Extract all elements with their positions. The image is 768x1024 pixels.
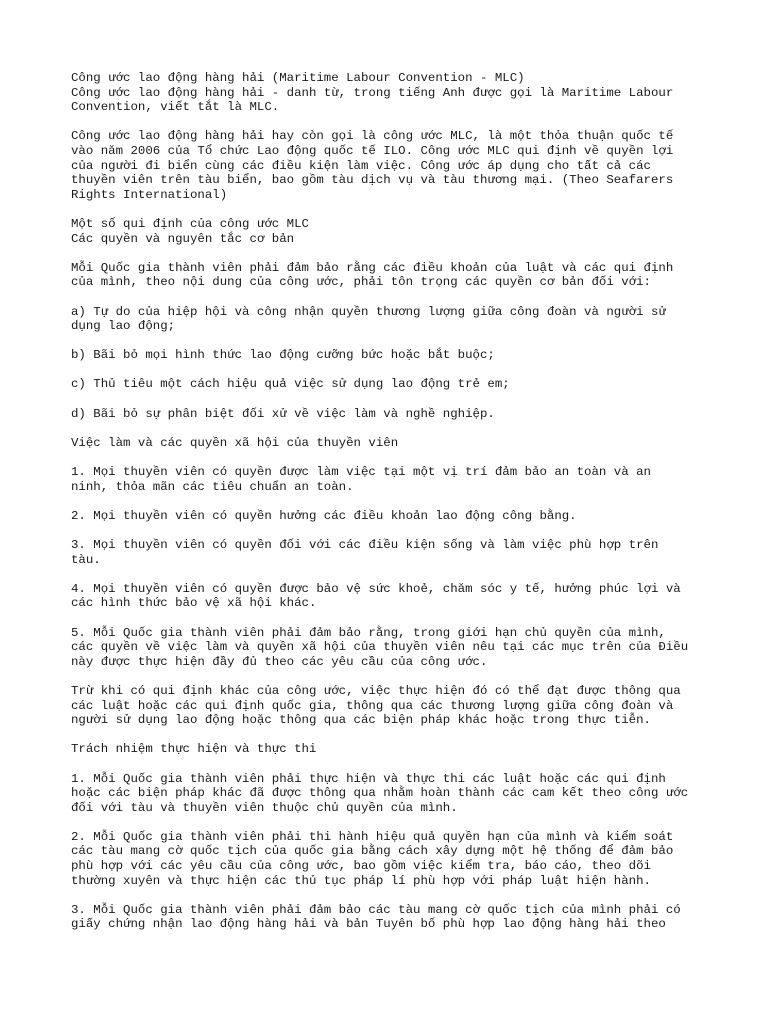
blank-line bbox=[71, 392, 711, 407]
document-page bbox=[71, 71, 711, 932]
document-line: dụng lao động; bbox=[71, 319, 176, 334]
document-line: tàu. bbox=[71, 552, 101, 567]
document-line: Công ước lao động hàng hải hay còn gọi là công ước MLC, là một thỏa thuận quốc tế bbox=[71, 129, 674, 144]
document-line: của người đi biển cùng các điều kiện làm việc. Công ước áp dụng cho tất cả các bbox=[71, 158, 651, 173]
document-line: c) Thủ tiêu một cách hiệu quả việc sử dụng lao động trẻ em; bbox=[71, 377, 510, 392]
document-line: b) Bãi bỏ mọi hình thức lao động cưỡng bức hoặc bắt buộc; bbox=[71, 348, 495, 363]
document-line: Trừ khi có qui định khác của công ước, việc thực hiện đó có thể đạt được thông qua bbox=[71, 683, 681, 698]
document-line: 3. Mỗi Quốc gia thành viên phải đảm bảo các tàu mang cờ quốc tịch của mình phải có bbox=[71, 902, 681, 917]
document-line: Rights International) bbox=[71, 187, 228, 202]
document-line: vào năm 2006 của Tổ chức Lao động quốc tế ILO. Công ước MLC qui định về quyền lợi bbox=[71, 143, 674, 158]
blank-line bbox=[71, 115, 711, 130]
document-line: người sử dụng lao động hoặc thông qua các biện pháp khác hoặc trong thực tiễn. bbox=[71, 713, 651, 728]
blank-line bbox=[71, 815, 711, 830]
blank-line bbox=[71, 888, 711, 903]
document-line: Convention, viết tắt là MLC. bbox=[71, 100, 280, 115]
document-line: các tàu mang cờ quốc tịch của quốc gia bằng cách xây dựng một hệ thống để đảm bảo bbox=[71, 844, 674, 859]
blank-line bbox=[71, 567, 711, 582]
document-line: thuyền viên trên tàu biển, bao gồm tàu dịch vụ và tàu thương mại. (Theo Seafarers bbox=[71, 173, 674, 188]
blank-line bbox=[71, 202, 711, 217]
document-line: Một số qui định của công ước MLC bbox=[71, 216, 309, 231]
blank-line bbox=[71, 334, 711, 349]
blank-line bbox=[71, 757, 711, 772]
document-line: Các quyền và nguyên tắc cơ bản bbox=[71, 231, 295, 246]
document-line: 1. Mỗi Quốc gia thành viên phải thực hiện và thực thi các luật hoặc các qui định bbox=[71, 771, 666, 786]
document-line: các hình thức bảo vệ xã hội khác. bbox=[71, 596, 317, 611]
blank-line bbox=[71, 421, 711, 436]
document-line: thường xuyên và thực hiện các thủ tục pháp lí phù hợp với pháp luật hiện hành. bbox=[71, 873, 651, 888]
blank-line bbox=[71, 669, 711, 684]
blank-line bbox=[71, 728, 711, 743]
document-line: 1. Mọi thuyền viên có quyền được làm việc tại một vị trí đảm bảo an toàn và an bbox=[71, 465, 651, 480]
document-line: của mình, theo nội dung của công ước, phải tôn trọng các quyền cơ bản đối với: bbox=[71, 275, 651, 290]
document-line: a) Tự do của hiệp hội và công nhận quyền thương lượng giữa công đoàn và người sử bbox=[71, 304, 666, 319]
document-line: các luật hoặc các qui định quốc gia, thông qua các thương lượng giữa công đoàn và bbox=[71, 698, 674, 713]
document-line: đối với tàu và thuyền viên thuộc chủ quyền của mình. bbox=[71, 800, 458, 815]
document-line: Công ước lao động hàng hải (Maritime Labour Convention - MLC) bbox=[71, 71, 525, 85]
document-line: 4. Mọi thuyền viên có quyền được bảo vệ sức khoẻ, chăm sóc y tế, hưởng phúc lợi và bbox=[71, 581, 681, 596]
document-line: Công ước lao động hàng hải - danh từ, trong tiếng Anh được gọi là Maritime Labour bbox=[71, 85, 674, 100]
document-line: 2. Mỗi Quốc gia thành viên phải thi hành hiệu quả quyền hạn của mình và kiểm soát bbox=[71, 829, 674, 844]
document-line: ninh, thỏa mãn các tiêu chuẩn an toàn. bbox=[71, 479, 354, 494]
blank-line bbox=[71, 523, 711, 538]
blank-line bbox=[71, 450, 711, 465]
document-line: 3. Mọi thuyền viên có quyền đối với các điều kiện sống và làm việc phù hợp trên bbox=[71, 538, 659, 552]
blank-line bbox=[71, 246, 711, 261]
document-line: giấy chứng nhận lao động hàng hải và bản Tuyên bố phù hợp lao động hàng hải theo bbox=[71, 917, 666, 932]
blank-line bbox=[71, 290, 711, 305]
blank-line bbox=[71, 611, 711, 626]
document-line: phù hợp với các yêu cầu của công ước, bao gồm việc kiểm tra, báo cáo, theo dõi bbox=[71, 859, 651, 874]
document-line: hoặc các biện pháp khác đã được thông qua nhằm hoàn thành các cam kết theo công ước bbox=[71, 786, 689, 801]
document-line: Việc làm và các quyền xã hội của thuyền viên bbox=[71, 435, 399, 450]
document-line: 5. Mỗi Quốc gia thành viên phải đảm bảo rằng, trong giới hạn chủ quyền của mình, bbox=[71, 625, 666, 640]
blank-line bbox=[71, 363, 711, 378]
document-line: này được thực hiện đầy đủ theo các yêu cầu của công ước. bbox=[71, 654, 488, 669]
blank-line bbox=[71, 494, 711, 509]
document-line: các quyền về việc làm và quyền xã hội của thuyền viên nêu tại các mục trên của Điều bbox=[71, 640, 689, 655]
document-line: Mỗi Quốc gia thành viên phải đảm bảo rằng các điều khoản của luật và các qui định bbox=[71, 260, 674, 275]
document-line: Trách nhiệm thực hiện và thực thi bbox=[71, 742, 317, 757]
document-line: d) Bãi bỏ sự phân biệt đối xử về việc làm và nghề nghiệp. bbox=[71, 406, 495, 421]
document-line: 2. Mọi thuyền viên có quyền hưởng các điều khoản lao động công bằng. bbox=[71, 508, 577, 523]
